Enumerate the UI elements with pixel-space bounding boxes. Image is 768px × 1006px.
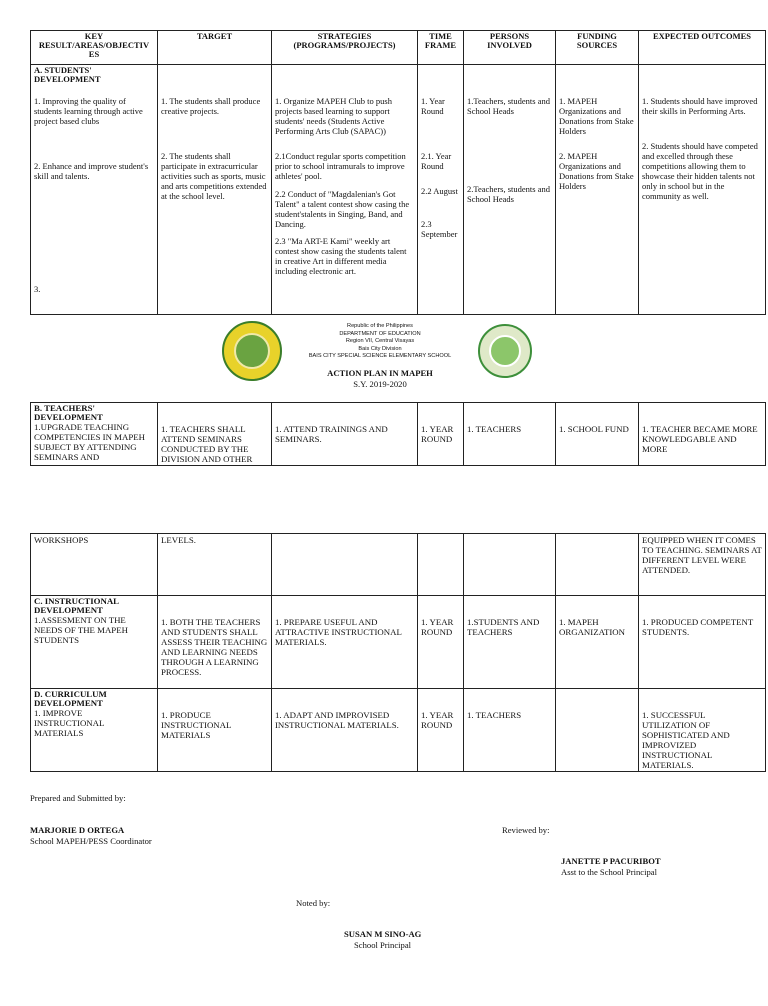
school-logo-right <box>478 324 532 378</box>
persons-cell <box>464 65 556 315</box>
cell-text: 1. ATTEND TRAININGS AND SEMINARS. <box>275 424 388 444</box>
cell-text: 1. Improving the quality of students learning through active project based clubs <box>34 96 143 126</box>
cell-text: 2.3 "Ma ART-E Kami" weekly art contest show casing the students talent in creative Art in different media including electronic art. <box>275 236 407 276</box>
header-line: Bais City Division <box>358 345 402 352</box>
time-frame-cell <box>418 596 464 689</box>
header-line: Republic of the Philippines <box>347 323 413 329</box>
header-strategies: STRATEGIES (PROGRAMS/PROJECTS) <box>272 31 418 65</box>
funding-cell <box>556 403 639 466</box>
cell-text: 1. PRODUCE INSTRUCTIONAL MATERIALS <box>161 710 232 740</box>
strategy-cell <box>272 534 418 596</box>
header-line: Region VII, Central Visayas <box>345 338 415 345</box>
target-cell <box>158 689 272 772</box>
cell-text: 2.1. Year Round <box>421 151 452 171</box>
time-frame-cell <box>418 403 464 466</box>
persons-cell <box>464 689 556 772</box>
cell-text: 1.UPGRADE TEACHING COMPETENCIES IN MAPEH SUBJECT BY ATTENDING SEMINARS AND <box>34 422 145 462</box>
table-row <box>31 65 766 315</box>
persons-cell <box>464 534 556 596</box>
table-row <box>31 534 766 596</box>
header-key-result: KEY RESULT/AREAS/OBJECTIV ES <box>31 31 158 65</box>
action-plan-table-teachers <box>30 402 766 466</box>
header-line: BAIS CITY SPECIAL SCIENCE ELEMENTARY SCHOOL <box>308 353 452 360</box>
reviewed-label: Reviewed by: <box>502 825 550 835</box>
header-time-frame: TIME FRAME <box>418 31 464 65</box>
table-row <box>31 596 766 689</box>
header-line: DEPARTMENT OF EDUCATION <box>339 330 421 337</box>
cell-text: 1. ADAPT AND IMPROVISED INSTRUCTIONAL MATERIALS. <box>275 710 399 730</box>
header-funding-sources: FUNDING SOURCES <box>556 31 639 65</box>
cell-text: 2.2 Conduct of "Magdalenian's Got Talent" a talent contest show casing the student'stalents in Singing, Band, and Dancing. <box>275 189 410 229</box>
prepared-role: School MAPEH/PESS Coordinator <box>30 836 152 846</box>
outcome-cell <box>639 65 766 315</box>
key-result-cell <box>31 65 158 315</box>
key-result-cell <box>31 689 158 772</box>
cell-text: 1. TEACHERS <box>467 710 522 720</box>
section-title: D. CURRICULUM DEVELOPMENT <box>34 689 107 708</box>
key-result-cell <box>31 403 158 466</box>
cell-text: 3. <box>34 284 41 294</box>
funding-cell <box>556 596 639 689</box>
header-persons-involved: PERSONS INVOLVED <box>464 31 556 65</box>
section-title: B. TEACHERS' DEVELOPMENT <box>34 403 103 422</box>
header-target: TARGET <box>158 31 272 65</box>
strategy-cell <box>272 65 418 315</box>
cell-text: 2.2 August <box>421 186 458 196</box>
cell-text: 1. TEACHERS <box>467 424 522 434</box>
document-header <box>290 323 470 361</box>
outcome-cell <box>639 403 766 466</box>
strategy-cell <box>272 689 418 772</box>
strategy-cell <box>272 403 418 466</box>
cell-text: 1. Year Round <box>421 96 445 116</box>
reviewed-role: Asst to the School Principal <box>561 867 657 877</box>
cell-text: 1. TEACHERS SHALL ATTEND SEMINARS CONDUCTED BY THE DIVISION AND OTHER <box>161 424 253 464</box>
cell-text: 1.Teachers, students and School Heads <box>467 96 550 116</box>
cell-text: 1. Organize MAPEH Club to push projects based learning to support students' needs (Students Active Performing Arts Club (SAPAC)) <box>275 96 392 136</box>
cell-text: 1. MAPEH ORGANIZATION <box>559 617 625 637</box>
table-row <box>31 689 766 772</box>
funding-cell <box>556 534 639 596</box>
cell-text: 1.ASSESMENT ON THE NEEDS OF THE MAPEH STUDENTS <box>34 615 128 645</box>
cell-text: 2.Teachers, students and School Heads <box>467 184 550 204</box>
table-header-row <box>31 31 766 65</box>
key-result-cell <box>31 596 158 689</box>
persons-cell <box>464 596 556 689</box>
table-row <box>31 403 766 466</box>
strategy-cell <box>272 596 418 689</box>
noted-label: Noted by: <box>296 898 331 908</box>
time-frame-cell <box>418 689 464 772</box>
school-year: S.Y. 2019-2020 <box>353 379 407 389</box>
funding-cell <box>556 689 639 772</box>
cell-text: 2. Enhance and improve student's skill and talents. <box>34 161 149 181</box>
cell-text: 1. PRODUCED COMPETENT STUDENTS. <box>642 617 754 637</box>
cell-text: 1.STUDENTS AND TEACHERS <box>467 617 540 637</box>
prepared-name: MARJORIE D ORTEGA <box>30 825 125 835</box>
cell-text: 2. MAPEH Organizations and Donations from Stake Holders <box>559 151 634 191</box>
key-result-cell: WORKSHOPS <box>31 534 158 596</box>
target-cell: LEVELS. <box>158 534 272 596</box>
outcome-cell <box>639 689 766 772</box>
outcome-cell: EQUIPPED WHEN IT COMES TO TEACHING. SEMINARS AT DIFFERENT LEVEL WERE ATTENDED. <box>639 534 766 596</box>
target-cell <box>158 596 272 689</box>
funding-cell <box>556 65 639 315</box>
header-expected-outcomes: EXPECTED OUTCOMES <box>639 31 766 65</box>
cell-text: 1. SUCCESSFUL UTILIZATION OF SOPHISTICATED AND IMPROVIZED INSTRUCTIONAL MATERIALS. <box>642 710 730 770</box>
action-plan-table-continued <box>30 533 766 772</box>
cell-text: 1. PREPARE USEFUL AND ATTRACTIVE INSTRUCTIONAL MATERIALS. <box>275 617 402 647</box>
cell-text: 2. The students shall participate in extracurricular activities such as sports, music and arts competitions extended at the school level. <box>161 151 267 201</box>
action-plan-table-students <box>30 30 766 315</box>
cell-text: 2.3 September <box>421 219 458 239</box>
prepared-label: Prepared and Submitted by: <box>30 793 126 803</box>
noted-role: School Principal <box>354 940 412 950</box>
target-cell <box>158 65 272 315</box>
cell-text: 1. YEAR ROUND <box>421 617 454 637</box>
section-title: A. STUDENTS' DEVELOPMENT <box>34 65 101 84</box>
cell-text: 2.1Conduct regular sports competition prior to school intramurals to improve athletes' pool. <box>275 151 406 181</box>
persons-cell <box>464 403 556 466</box>
school-logo-left <box>222 321 282 381</box>
cell-text: 1. YEAR ROUND <box>421 424 454 444</box>
time-frame-cell <box>418 534 464 596</box>
time-frame-cell <box>418 65 464 315</box>
cell-text: 1. YEAR ROUND <box>421 710 454 730</box>
target-cell <box>158 403 272 466</box>
cell-text: 1. IMPROVE INSTRUCTIONAL MATERIALS <box>34 708 105 738</box>
document-title: ACTION PLAN IN MAPEH <box>327 368 433 378</box>
outcome-cell <box>639 596 766 689</box>
cell-text: 1. BOTH THE TEACHERS AND STUDENTS SHALL ASSESS THEIR TEACHING AND LEARNING NEEDS THROUGH A LEARNING PROCESS. <box>161 617 268 677</box>
noted-name: SUSAN M SINO-AG <box>344 929 422 939</box>
cell-text: 1. The students shall produce creative projects. <box>161 96 261 116</box>
reviewed-name: JANETTE P PACURIBOT <box>561 856 661 866</box>
section-title: C. INSTRUCTIONAL DEVELOPMENT <box>34 596 119 615</box>
cell-text: 1. TEACHER BECAME MORE KNOWLEDGABLE AND MORE <box>642 424 758 454</box>
cell-text: 2. Students should have competed and excelled through these competitions allowing them to showcase their hidden talents not only in school but in the community as well. <box>642 141 758 201</box>
cell-text: 1. SCHOOL FUND <box>559 424 629 434</box>
cell-text: 1. MAPEH Organizations and Donations from Stake Holders <box>559 96 634 136</box>
cell-text: 1. Students should have improved their skills in Performing Arts. <box>642 96 758 116</box>
